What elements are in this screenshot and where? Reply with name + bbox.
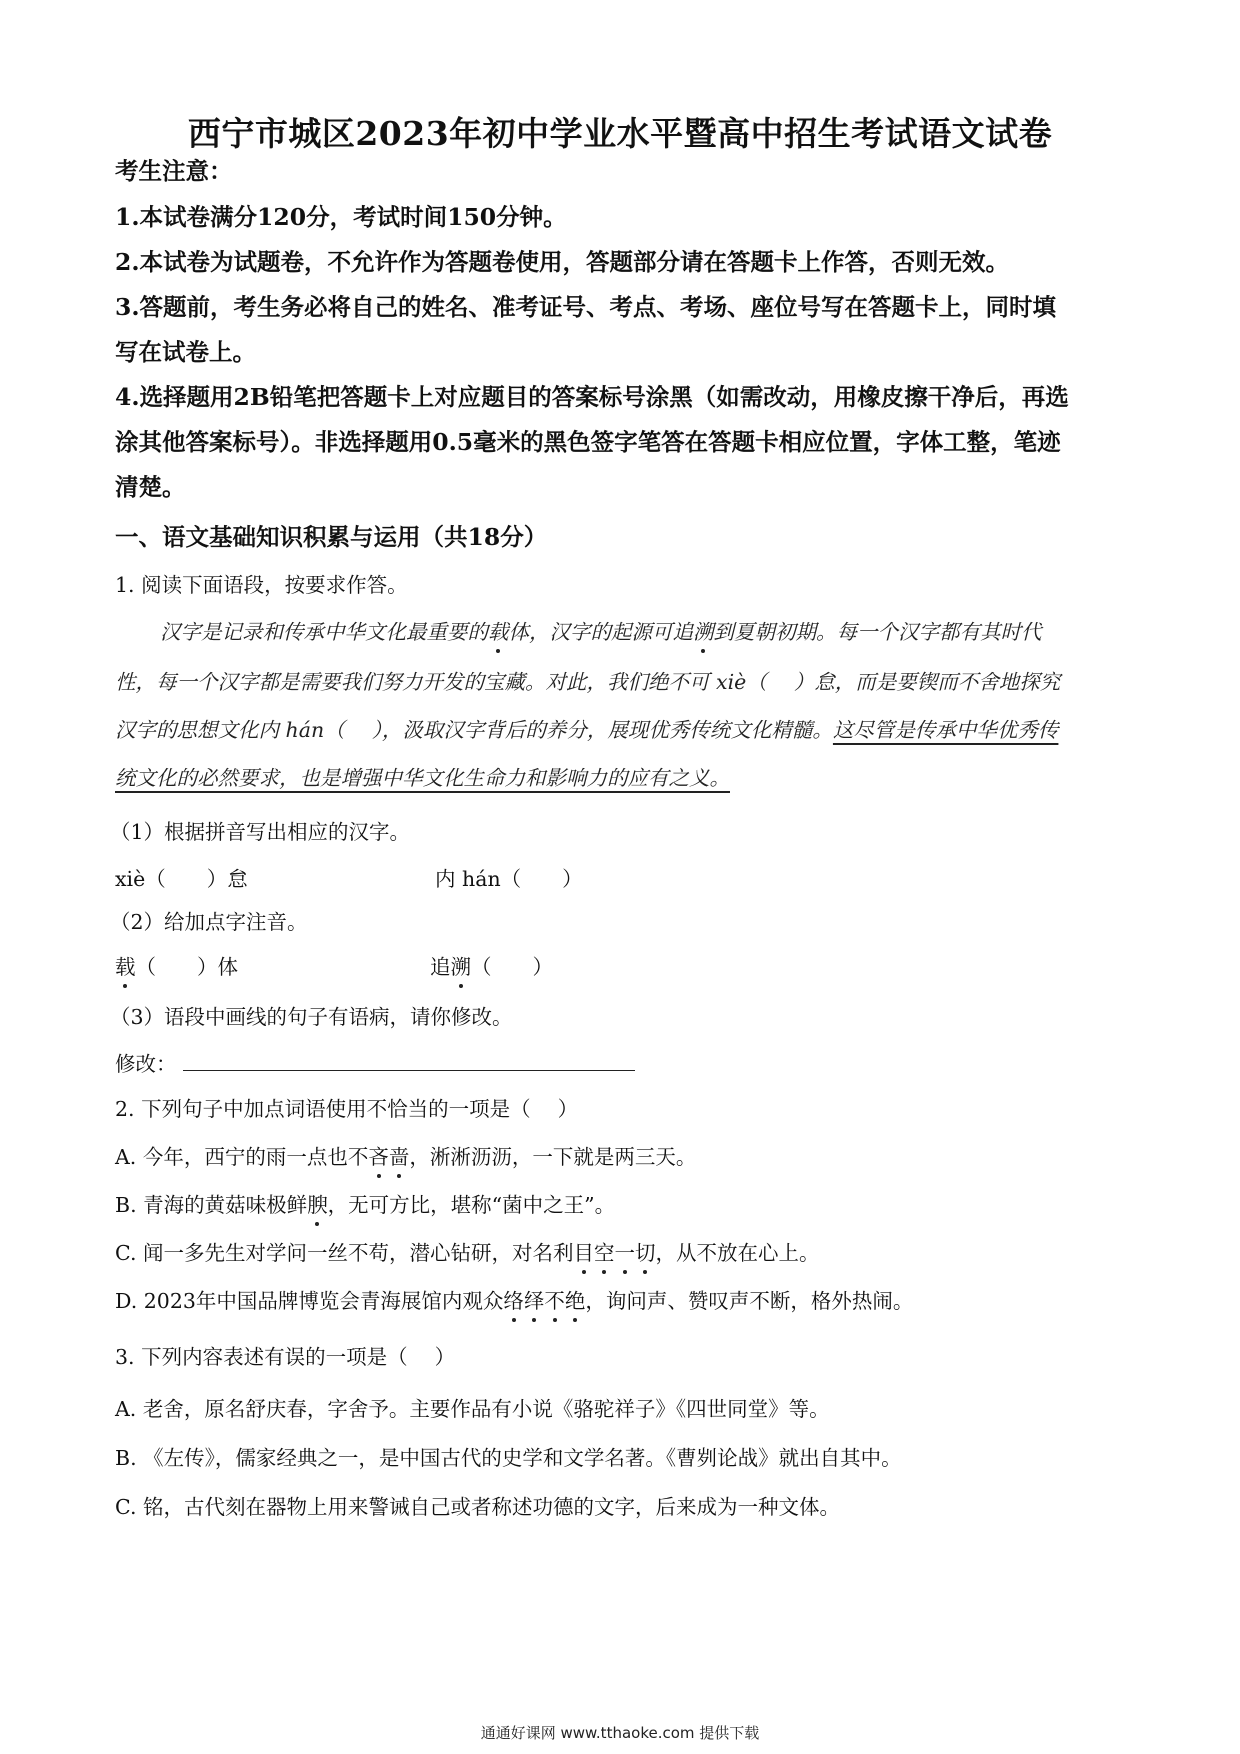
passage-line-2: 性，每一个汉字都是需要我们努力开发的宝藏。对此，我们绝不可 xiè（ ）怠，而是要锲而不舍地探究 bbox=[115, 670, 1061, 694]
dotted-char: 绎 bbox=[523, 1289, 545, 1313]
passage-line-4 bbox=[115, 761, 730, 791]
sub2-blank-a: 载（ ）体 bbox=[115, 955, 238, 979]
page-footer: 通通好课网 www.tthaoke.com 提供下载 bbox=[480, 1724, 760, 1742]
q2-option-d: D. 2023年中国品牌博览会青海展馆内观众络绎不绝，询问声、赞叹声不断，格外热闹。 bbox=[115, 1289, 914, 1313]
dotted-char: 载 bbox=[115, 955, 136, 979]
dotted-char: 腴 bbox=[307, 1193, 328, 1217]
sub2-blank-b: 追溯（ ） bbox=[430, 955, 553, 979]
dotted-char: 不 bbox=[544, 1289, 565, 1313]
fix-label: 修改： bbox=[115, 1052, 177, 1076]
question-1-stem: 1. 阅读下面语段，按要求作答。 bbox=[115, 573, 408, 597]
dotted-char: 空 bbox=[594, 1241, 615, 1265]
underlined-sentence: 统文化的必然要求，也是增强中华文化生命力和影响力的应有之义。 bbox=[115, 766, 730, 790]
q2-option-a: A. 今年，西宁的雨一点也不吝啬，淅淅沥沥，一下就是两三天。 bbox=[115, 1145, 697, 1169]
dotted-char: 一 bbox=[614, 1241, 635, 1265]
q2-option-c: C. 闻一多先生对学问一丝不苟，潜心钻研，对名利目空一切，从不放在心上。 bbox=[115, 1241, 820, 1265]
sub-question-1: （1）根据拼音写出相应的汉字。 bbox=[110, 820, 411, 844]
dotted-char: 络 bbox=[503, 1289, 524, 1313]
question-3-stem: 3. 下列内容表述有误的一项是（ ） bbox=[115, 1345, 456, 1369]
q3-option-c: C. 铭，古代刻在器物上用来警诫自己或者称述功德的文字，后来成为一种文体。 bbox=[115, 1495, 840, 1519]
notice-line-6: 涂其他答案标号）。非选择题用0.5毫米的黑色签字笔答在答题卡相应位置，字体工整，笔迹 bbox=[115, 428, 1061, 456]
notice-line-5: 4.选择题用2B铅笔把答题卡上对应题目的答案标号涂黑（如需改动，用橡皮擦干净后，再选 bbox=[115, 383, 1069, 411]
dotted-char: 溯 bbox=[450, 955, 471, 979]
section-heading: 一、语文基础知识积累与运用（共18分） bbox=[115, 523, 548, 551]
sub1-blank-a: xiè（ ）怠 bbox=[115, 867, 248, 891]
notice-line-2: 2.本试卷为试题卷，不允许作为答题卷使用，答题部分请在答题卡上作答，否则无效。 bbox=[115, 248, 1010, 276]
dotted-char: 溯 bbox=[693, 620, 714, 644]
dotted-char: 载 bbox=[488, 620, 509, 644]
answer-blank-line bbox=[183, 1052, 635, 1071]
passage-line-3: 汉字的思想文化内 hán（ ），汲取汉字背后的养分，展现优秀传统文化精髓。这尽管是传承中华优秀传 bbox=[115, 718, 1059, 742]
sub-question-3: （3）语段中画线的句子有语病，请你修改。 bbox=[110, 1005, 513, 1029]
underlined-sentence: 这尽管是传承中华优秀传 bbox=[832, 718, 1059, 742]
notice-line-3: 3.答题前，考生务必将自己的姓名、准考证号、考点、考场、座位号写在答题卡上，同时填 bbox=[115, 293, 1057, 321]
q3-option-b: B. 《左传》，儒家经典之一，是中国古代的史学和文学名著。《曹刿论战》就出自其中。 bbox=[115, 1446, 902, 1470]
dotted-char: 啬 bbox=[388, 1145, 410, 1169]
sub1-blank-b: 内 hán（ ） bbox=[435, 867, 583, 891]
dotted-char: 目 bbox=[573, 1241, 594, 1265]
notice-line-4: 写在试卷上。 bbox=[115, 338, 256, 366]
fix-answer-line bbox=[115, 1047, 635, 1077]
notice-line-1: 1.本试卷满分120分，考试时间150分钟。 bbox=[115, 203, 567, 231]
notice-line-7: 清楚。 bbox=[115, 473, 186, 501]
q2-option-b: B. 青海的黄菇味极鲜腴，无可方比，堪称“菌中之王”。 bbox=[115, 1193, 616, 1217]
q3-option-a: A. 老舍，原名舒庆春，字舍予。主要作品有小说《骆驼祥子》《四世同堂》等。 bbox=[115, 1397, 830, 1421]
dotted-char: 绝 bbox=[564, 1289, 586, 1313]
page-title: 西宁市城区2023年初中学业水平暨高中招生考试语文试卷 bbox=[187, 114, 1053, 153]
notice-heading: 考生注意： bbox=[115, 157, 233, 185]
dotted-char: 吝 bbox=[368, 1145, 389, 1169]
question-2-stem: 2. 下列句子中加点词语使用不恰当的一项是（ ） bbox=[115, 1097, 579, 1121]
dotted-char: 切 bbox=[635, 1241, 656, 1265]
sub-question-2: （2）给加点字注音。 bbox=[110, 910, 308, 934]
passage-line-1: 汉字是记录和传承中华文化最重要的载体，汉字的起源可追溯到夏朝初期。每一个汉字都有其时代 bbox=[160, 620, 1042, 644]
